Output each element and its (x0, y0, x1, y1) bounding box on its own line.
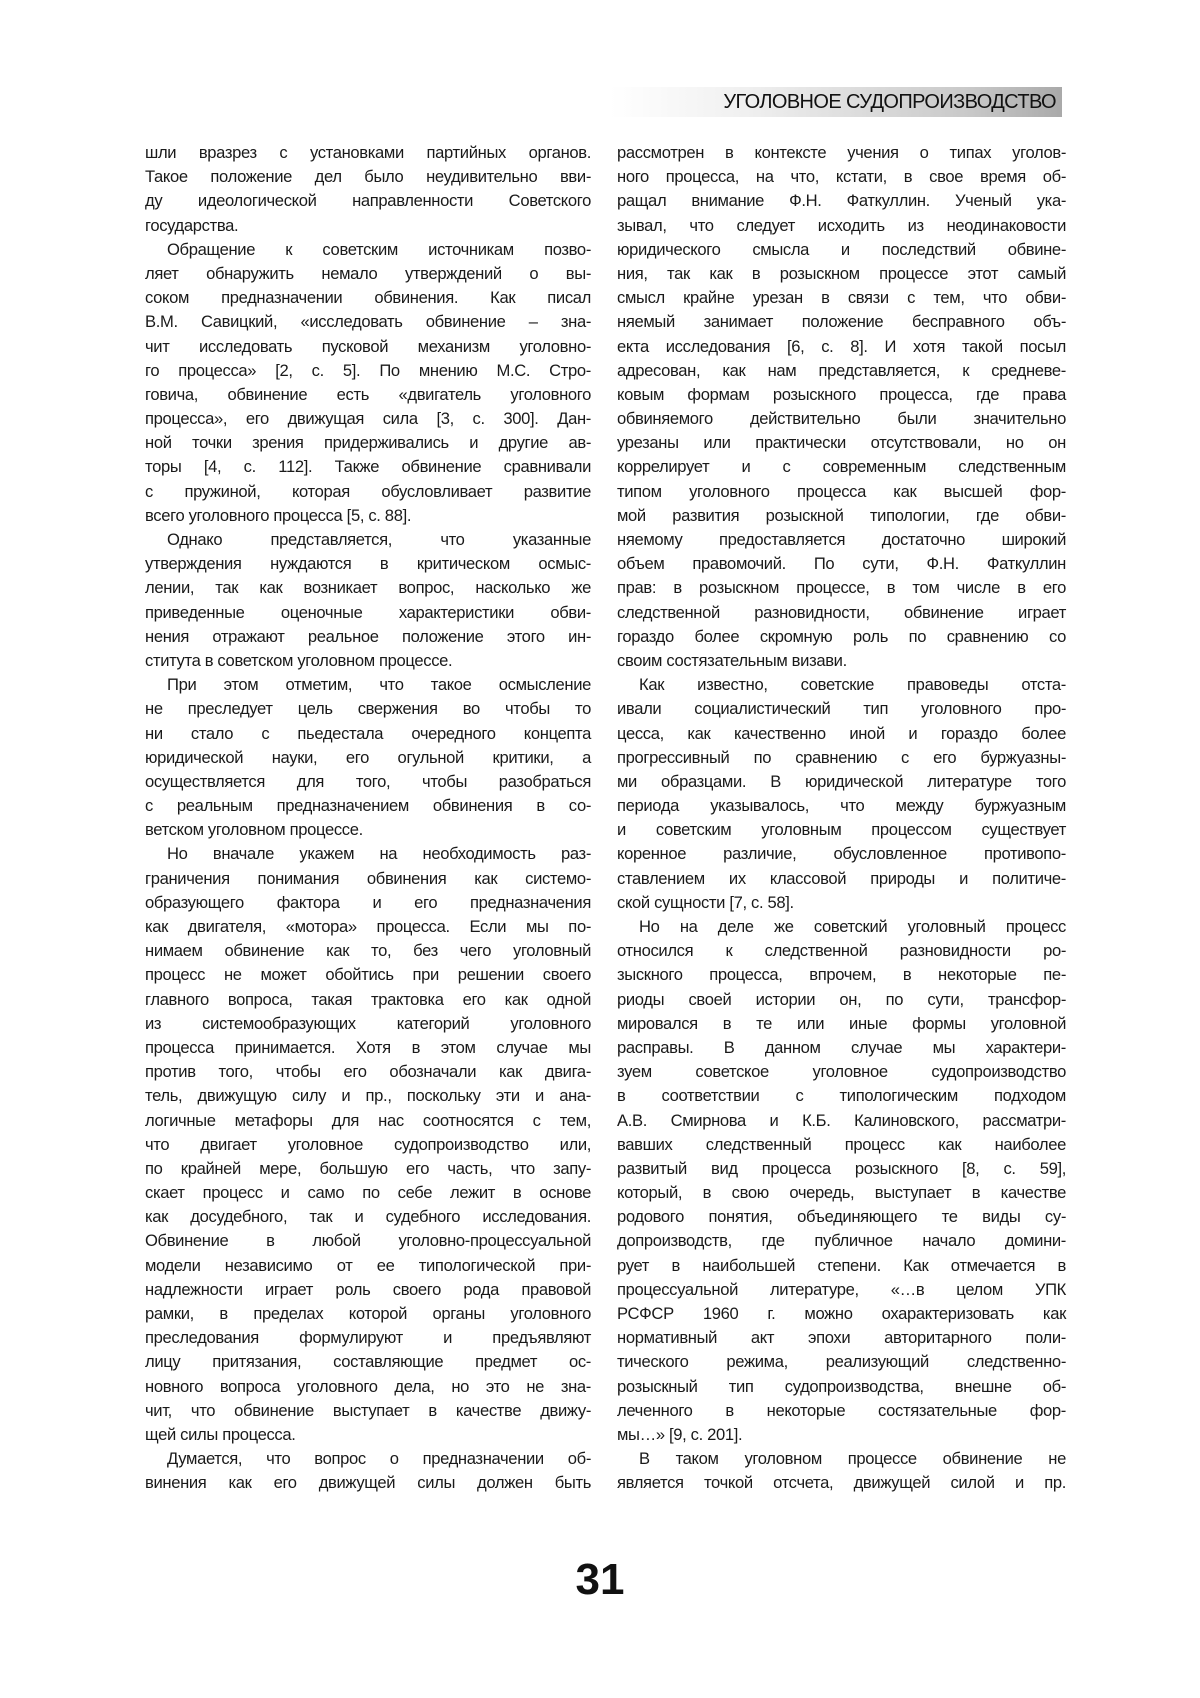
text-line: является точкой отсчета, движущей силой и пр. (617, 1471, 1066, 1495)
text-line: главного вопроса, такая трактовка его как одной (145, 988, 591, 1012)
section-title: УГОЛОВНОЕ СУДОПРОИЗВОДСТВО (723, 91, 1056, 114)
text-line: екта исследования [6, с. 8]. И хотя такой посыл (617, 335, 1066, 359)
text-line: граничения понимания обвинения как системо- (145, 867, 591, 891)
text-line: развитый вид процесса розыскного [8, с. 59], (617, 1157, 1066, 1181)
text-line: объем правомочий. По сути, Ф.Н. Фаткуллин (617, 552, 1066, 576)
text-line: логичные метафоры для нас соотносятся с тем, (145, 1109, 591, 1133)
text-line: В.М. Савицкий, «исследовать обвинение – зна- (145, 310, 591, 334)
text-line: ветском уголовном процессе. (145, 818, 591, 842)
text-line: лении, так как возникает вопрос, насколько же (145, 576, 591, 600)
text-line: щей силы процесса. (145, 1423, 591, 1447)
text-line: мой развития розыскной типологии, где обви- (617, 504, 1066, 528)
text-line: с пружиной, которая обусловливает развитие (145, 480, 591, 504)
text-line: следственной разновидности, обвинение играет (617, 601, 1066, 625)
text-line: розыскный тип судопроизводства, внешне об- (617, 1375, 1066, 1399)
right-column (617, 141, 1066, 1496)
text-line: всего уголовного процесса [5, с. 88]. (145, 504, 591, 528)
text-line: мировался в те или иные формы уголовной (617, 1012, 1066, 1036)
text-line: процесса принимается. Хотя в этом случае мы (145, 1036, 591, 1060)
paragraph (145, 673, 591, 842)
text-line: Однако представляется, что указанные (145, 528, 591, 552)
page-number: 31 (0, 1555, 1200, 1605)
text-line: чит, что обвинение выступает в качестве движу- (145, 1399, 591, 1423)
paragraph (145, 528, 591, 673)
text-line: ни стало с пьедестала очередного концепта (145, 722, 591, 746)
text-line: урезаны или практически отсутствовали, но он (617, 431, 1066, 455)
text-line: новного вопроса уголовного дела, но это не зна- (145, 1375, 591, 1399)
text-line: ставлением их классовой природы и политиче- (617, 867, 1066, 891)
text-line: допроизводств, где публичное начало домини- (617, 1229, 1066, 1253)
text-line: осуществляется для того, чтобы разобраться (145, 770, 591, 794)
text-line: обвиняемого действительно были значительно (617, 407, 1066, 431)
text-line: винения как его движущей силы должен быть (145, 1471, 591, 1495)
text-line: процесс не может обойтись при решении своего (145, 963, 591, 987)
text-line: адресован, как нам представляется, к средневе- (617, 359, 1066, 383)
text-line: с реальным предназначением обвинения в со- (145, 794, 591, 818)
text-line: государства. (145, 214, 591, 238)
text-line: няемый занимает положение бесправного объ- (617, 310, 1066, 334)
text-line: типом уголовного процесса как высшей фор- (617, 480, 1066, 504)
text-line: ковым формам розыскного процесса, где права (617, 383, 1066, 407)
text-line: ститута в советском уголовном процессе. (145, 649, 591, 673)
text-line: как досудебного, так и судебного исследования. (145, 1205, 591, 1229)
text-line: коренное различие, обусловленное противопо- (617, 842, 1066, 866)
text-line: чит исследовать пусковой механизм уголовно- (145, 335, 591, 359)
paragraph (617, 673, 1066, 915)
text-line: Обвинение в любой уголовно-процессуальной (145, 1229, 591, 1253)
text-line: шли вразрез с установками партийных органов. (145, 141, 591, 165)
text-line: рамки, в пределах которой органы уголовного (145, 1302, 591, 1326)
text-line: мы…» [9, с. 201]. (617, 1423, 1066, 1447)
text-line: нормативный акт эпохи авторитарного поли- (617, 1326, 1066, 1350)
text-line: в соответствии с типологическим подходом (617, 1084, 1066, 1108)
text-line: зуем советское уголовное судопроизводство (617, 1060, 1066, 1084)
text-line: нимаем обвинение как то, без чего уголовный (145, 939, 591, 963)
text-line: вавших следственный процесс как наиболее (617, 1133, 1066, 1157)
text-line: и советским уголовным процессом существует (617, 818, 1066, 842)
text-line: При этом отметим, что такое осмысление (145, 673, 591, 697)
text-line: РСФСР 1960 г. можно охарактеризовать как (617, 1302, 1066, 1326)
text-line: В таком уголовном процессе обвинение не (617, 1447, 1066, 1471)
text-line: что двигает уголовное судопроизводство или, (145, 1133, 591, 1157)
text-line: зывал, что следует исходить из неодинаковости (617, 214, 1066, 238)
paragraph (617, 141, 1066, 673)
running-header (610, 87, 1062, 117)
text-line: рует в наибольшей степени. Как отмечается в (617, 1254, 1066, 1278)
text-line: смысл крайне урезан в связи с тем, что обви- (617, 286, 1066, 310)
text-line: го процесса» [2, с. 5]. По мнению М.С. Стро- (145, 359, 591, 383)
text-line: няемому предоставляется достаточно широкий (617, 528, 1066, 552)
text-line: тического режима, реализующий следственно- (617, 1350, 1066, 1374)
text-line: ния, так как в розыскном процессе этот самый (617, 262, 1066, 286)
text-line: модели независимо от ее типологической при- (145, 1254, 591, 1278)
text-line: родового понятия, объединяющего те виды су- (617, 1205, 1066, 1229)
text-line: ской сущности [7, с. 58]. (617, 891, 1066, 915)
text-line: процессуальной литературе, «…в целом УПК (617, 1278, 1066, 1302)
text-line: юридического смысла и последствий обвине- (617, 238, 1066, 262)
text-line: расправы. В данном случае мы характери- (617, 1036, 1066, 1060)
text-line: утверждения нуждаются в критическом осмыс- (145, 552, 591, 576)
text-line: леченного в некоторые состязательные фор- (617, 1399, 1066, 1423)
text-line: своим состязательным визави. (617, 649, 1066, 673)
text-line: прогрессивный по сравнению с его буржуазны- (617, 746, 1066, 770)
text-line: гораздо более скромную роль по сравнению со (617, 625, 1066, 649)
text-line: преследования формулируют и предъявляют (145, 1326, 591, 1350)
text-line: надлежности играет роль своего рода правовой (145, 1278, 591, 1302)
text-line: который, в свою очередь, выступает в качестве (617, 1181, 1066, 1205)
text-line: зыскного процесса, впрочем, в некоторые пе- (617, 963, 1066, 987)
text-line: как двигателя, «мотора» процесса. Если мы по- (145, 915, 591, 939)
text-line: по крайней мере, большую его часть, что запу- (145, 1157, 591, 1181)
text-line: ми образцами. В юридической литературе того (617, 770, 1066, 794)
text-line: рассмотрен в контексте учения о типах уголов- (617, 141, 1066, 165)
text-line: Обращение к советским источникам позво- (145, 238, 591, 262)
text-line: не преследует цель свержения во чтобы то (145, 697, 591, 721)
paragraph (145, 238, 591, 528)
text-line: юридической науки, его огульной критики, а (145, 746, 591, 770)
paragraph (145, 141, 591, 238)
text-line: Думается, что вопрос о предназначении об- (145, 1447, 591, 1471)
text-line: тель, движущую силу и пр., поскольку эти и ана- (145, 1084, 591, 1108)
paragraph (145, 842, 591, 1447)
text-line: из системообразующих категорий уголовного (145, 1012, 591, 1036)
text-line: коррелирует и с современным следственным (617, 455, 1066, 479)
text-line: Как известно, советские правоведы отста- (617, 673, 1066, 697)
text-line: цесса, как качественно иной и гораздо более (617, 722, 1066, 746)
text-line: ивали социалистический тип уголовного про- (617, 697, 1066, 721)
text-line: Такое положение дел было неудивительно вви- (145, 165, 591, 189)
text-line: торы [4, с. 112]. Также обвинение сравнивали (145, 455, 591, 479)
text-line: приведенные оценочные характеристики обви- (145, 601, 591, 625)
text-line: прав: в розыскном процессе, в том числе в его (617, 576, 1066, 600)
text-line: лицу притязания, составляющие предмет ос- (145, 1350, 591, 1374)
text-line: соком предназначении обвинения. Как писал (145, 286, 591, 310)
paragraph (617, 1447, 1066, 1495)
text-line: образующего фактора и его предназначения (145, 891, 591, 915)
paragraph (145, 1447, 591, 1495)
text-line: ляет обнаружить немало утверждений о вы- (145, 262, 591, 286)
text-line: скает процесс и само по себе лежит в основе (145, 1181, 591, 1205)
text-line: говича, обвинение есть «двигатель уголовного (145, 383, 591, 407)
text-line: против того, чтобы его обозначали как двига- (145, 1060, 591, 1084)
text-line: А.В. Смирнова и К.Б. Калиновского, рассматри- (617, 1109, 1066, 1133)
text-line: Но вначале укажем на необходимость раз- (145, 842, 591, 866)
text-line: периода указывалось, что между буржуазным (617, 794, 1066, 818)
text-line: ращал внимание Ф.Н. Фаткуллин. Ученый ука- (617, 189, 1066, 213)
text-line: ного процесса, на что, кстати, в свое время об- (617, 165, 1066, 189)
text-line: ной точки зрения придерживались и другие ав- (145, 431, 591, 455)
text-line: относился к следственной разновидности ро- (617, 939, 1066, 963)
text-line: ду идеологической направленности Советского (145, 189, 591, 213)
left-column (145, 141, 591, 1496)
text-line: Но на деле же советский уголовный процесс (617, 915, 1066, 939)
paragraph (617, 915, 1066, 1447)
text-line: процесса», его движущая сила [3, с. 300]. Дан- (145, 407, 591, 431)
text-line: нения отражают реальное положение этого ин- (145, 625, 591, 649)
text-line: риоды своей истории он, по сути, трансфор- (617, 988, 1066, 1012)
